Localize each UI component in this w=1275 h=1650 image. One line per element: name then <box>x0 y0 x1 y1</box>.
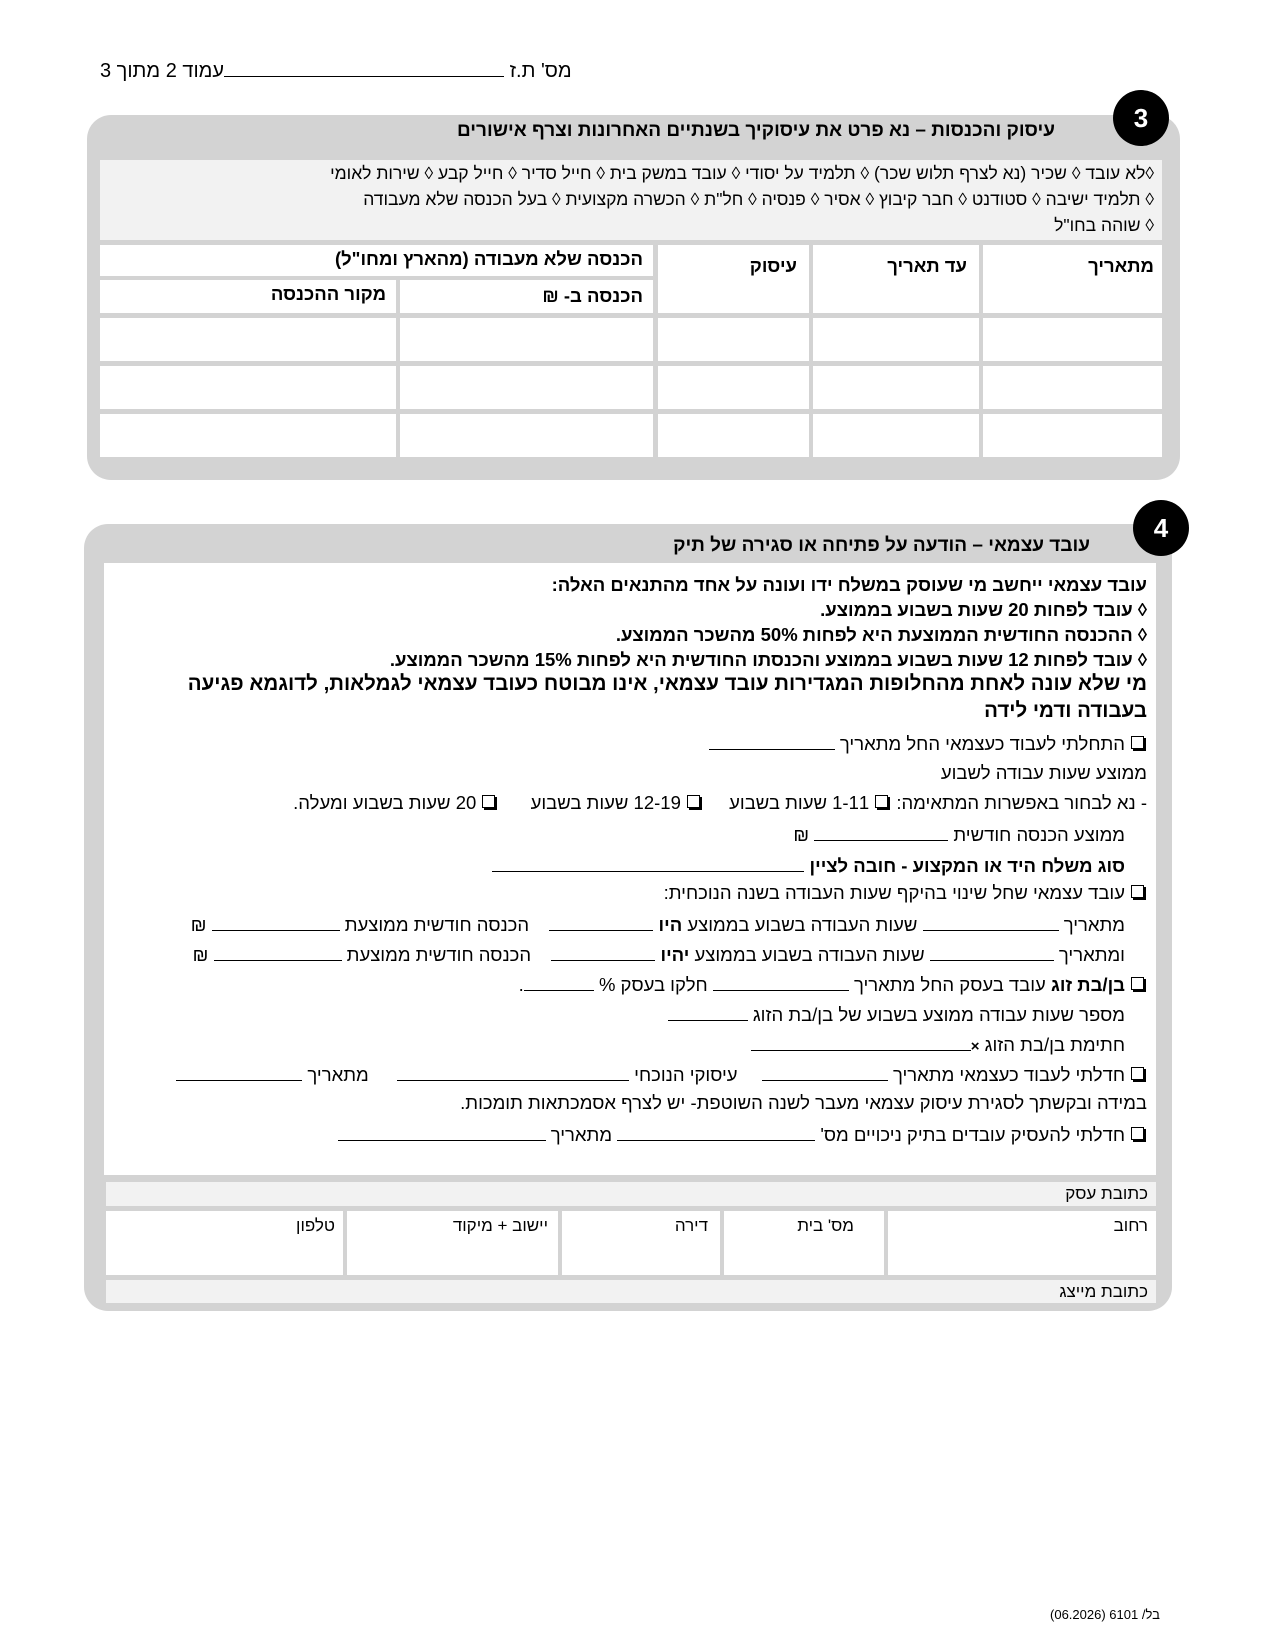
started-checkbox[interactable] <box>1131 736 1144 749</box>
table-row-3-amount[interactable] <box>400 414 653 457</box>
will-be-word: יהיו <box>660 944 690 965</box>
id-number-field[interactable] <box>224 58 504 77</box>
change-from-label-2: ומתאריך <box>1058 944 1125 965</box>
occupation-options-line-1[interactable]: ◊לא עובד ◊ שכיר (נא לצרף תלוש שכר) ◊ תלמיד על יסודי ◊ עובד במשק בית ◊ חייל סדיר ◊ חייל קבע ◊ שירות לאומי <box>330 163 1154 183</box>
street-label: רחוב <box>1113 1216 1148 1235</box>
self-employed-definition: עובד עצמאי ייחשב מי שעוסק במשלח ידו ועונה על אחד מהתנאים האלה: <box>551 574 1147 595</box>
started-date-field[interactable] <box>709 731 835 750</box>
condition-3: ◊ עובד לפחות 12 שעות בשבוע בממוצע והכנסתו החודשית היא לפחות 15% מהשכר הממוצע. <box>389 649 1147 670</box>
form-code: בל/ 6101 (06.2026) <box>1050 1607 1160 1622</box>
spouse-hours-field[interactable] <box>668 1002 748 1021</box>
stopped-employ-from-label: מתאריך <box>550 1124 613 1145</box>
avg-hours-label: ממוצע שעות עבודה לשבוע <box>940 762 1147 783</box>
hours-20-plus-checkbox[interactable] <box>482 795 495 808</box>
hours-12-19-checkbox[interactable] <box>687 795 700 808</box>
occupation-options <box>100 160 1162 240</box>
header-to-date-cell <box>813 245 979 313</box>
spouse-hours-label: מספר שעות עבודה ממוצע בשבוע של בן/בת הזוג <box>752 1004 1125 1025</box>
header-income-amount-cell <box>400 280 653 313</box>
closing-note: במידה ובקשתך לסגירת עיסוק עצמאי מעבר לשנה השוטפת- יש לצרף אסמכתאות תומכות. <box>460 1092 1147 1113</box>
change-2-hours-field[interactable] <box>551 942 655 961</box>
current-occupation-field[interactable] <box>397 1062 629 1081</box>
page-number: עמוד 2 מתוך 3 <box>100 60 225 82</box>
current-date-field[interactable] <box>176 1062 302 1081</box>
section-4-title: עובד עצמאי – הודעה על פתיחה או סגירה של תיק <box>673 535 1090 556</box>
rep-address-bar <box>106 1280 1156 1303</box>
stopped-checkbox[interactable] <box>1131 1067 1144 1080</box>
table-row-2-amount[interactable] <box>400 366 653 409</box>
change-1-income-field[interactable] <box>212 912 340 931</box>
change-2-hours-label: שעות העבודה בשבוע בממוצע <box>694 944 925 965</box>
table-row-1-amount[interactable] <box>400 318 653 361</box>
hours-opt-3: 20 שעות בשבוע ומעלה. <box>293 792 477 813</box>
spouse-hours-row <box>668 1002 1125 1026</box>
spouse-signature-label: חתימת בן/בת הזוג <box>984 1034 1125 1055</box>
hours-change-checkbox[interactable] <box>1131 885 1144 898</box>
apartment-label: דירה <box>674 1216 708 1235</box>
page-header <box>100 58 572 83</box>
spouse-label: עובד בעסק החל מתאריך <box>853 974 1046 995</box>
header-income-source: מקור ההכנסה <box>270 283 386 304</box>
deductions-file-field[interactable] <box>617 1122 815 1141</box>
current-from-label: מתאריך <box>307 1064 369 1085</box>
id-number-label: מס' ת.ז <box>509 60 572 82</box>
avg-income-field[interactable] <box>814 822 948 841</box>
change-2-currency: ₪ <box>192 944 209 965</box>
hours-change-row <box>664 882 1147 904</box>
section-3-number: 3 <box>1113 90 1169 146</box>
table-row-2-occupation[interactable] <box>658 366 809 409</box>
house-number-field[interactable] <box>724 1211 884 1275</box>
table-row-1-occupation[interactable] <box>658 318 809 361</box>
change-1-hours-field[interactable] <box>549 912 653 931</box>
table-row-2-source[interactable] <box>100 366 396 409</box>
share-label: חלקו בעסק % <box>598 974 708 995</box>
was-word: היו <box>658 914 683 935</box>
current-occupation-label: עיסוקי הנוכחי <box>634 1064 738 1085</box>
city-zip-label: יישוב + מיקוד <box>452 1216 548 1235</box>
change-row-2 <box>193 942 1125 966</box>
table-row-2-to[interactable] <box>813 366 979 409</box>
change-2-income-label: הכנסה חודשית ממוצעת <box>346 944 532 965</box>
section-3-title: עיסוק והכנסות – נא פרט את עיסוקיך בשנתיים האחרונות וצרף אישורים <box>456 120 1055 141</box>
section-4-number: 4 <box>1133 500 1189 556</box>
profession-field[interactable] <box>492 853 804 872</box>
city-zip-field[interactable] <box>347 1211 558 1275</box>
spouse-date-field[interactable] <box>713 972 849 991</box>
header-non-work-income: הכנסה שלא מעבודה (מהארץ ומחו"ל) <box>334 248 643 269</box>
change-1-income-label: הכנסה חודשית ממוצעת <box>344 914 530 935</box>
spouse-signature-field[interactable] <box>751 1032 971 1051</box>
change-1-currency: ₪ <box>190 914 207 935</box>
change-2-date-field[interactable] <box>930 942 1054 961</box>
spouse-checkbox[interactable] <box>1131 977 1144 990</box>
occupation-options-line-2[interactable]: ◊ תלמיד ישיבה ◊ סטודנט ◊ חבר קיבוץ ◊ אסיר ◊ פנסיה ◊ חל"ת ◊ הכשרה מקצועית ◊ בעל הכנסה שלא מעבודה <box>363 189 1154 209</box>
table-row-3-to[interactable] <box>813 414 979 457</box>
condition-2: ◊ ההכנסה החודשית הממוצעת היא לפחות 50% מהשכר הממוצע. <box>615 624 1147 645</box>
table-row-1-from[interactable] <box>983 318 1162 361</box>
change-from-label: מתאריך <box>1063 914 1125 935</box>
spouse-row: בן/בת זוג עובד בעסק החל מתאריך חלקו בעסק % . <box>519 972 1147 996</box>
started-row <box>709 731 1147 755</box>
currency-symbol: ₪ <box>793 824 810 845</box>
spouse-label-bold: בן/בת זוג <box>1050 974 1125 995</box>
stopped-employ-label: חדלתי להעסיק עובדים בתיק ניכויים מס' <box>820 1124 1125 1145</box>
stopped-employ-row <box>338 1122 1147 1146</box>
choose-label: - נא לבחור באפשרות המתאימה: <box>896 792 1147 813</box>
street-field[interactable] <box>888 1211 1156 1275</box>
occupation-options-line-3[interactable]: ◊ שוהה בחו"ל <box>1054 215 1154 235</box>
hours-choice-row <box>293 792 1147 814</box>
stopped-label: חדלתי לעבוד כעצמאי מתאריך <box>892 1064 1125 1085</box>
table-row-3-source[interactable] <box>100 414 396 457</box>
avg-income-row <box>793 822 1125 846</box>
header-income-source-cell <box>100 280 396 313</box>
stopped-employ-checkbox[interactable] <box>1131 1127 1144 1140</box>
hours-opt-2: 12-19 שעות בשבוע <box>530 792 681 813</box>
change-1-hours-label: שעות העבודה בשבוע בממוצע <box>687 914 918 935</box>
phone-field[interactable] <box>106 1211 343 1275</box>
profession-label: סוג משלח היד או המקצוע - חובה לציין <box>809 855 1125 876</box>
change-row-1 <box>191 912 1125 936</box>
header-income-amount: הכנסה ב- ₪ <box>542 285 643 306</box>
table-row-2-from[interactable] <box>983 366 1162 409</box>
warning-line-2: בעבודה ודמי לידה <box>984 699 1147 722</box>
header-occupation: עיסוק <box>749 255 797 276</box>
header-occupation-cell <box>658 245 809 313</box>
warning-line-1: מי שלא עונה לאחת מהחלופות המגדירות עובד עצמאי, אינו מבוטח כעובד עצמאי לגמלאות, לדוגמא פגיעה <box>187 672 1147 695</box>
stopped-row <box>176 1062 1147 1086</box>
table-row-1-source[interactable] <box>100 318 396 361</box>
spouse-signature-row <box>751 1032 1125 1056</box>
table-row-1-to[interactable] <box>813 318 979 361</box>
phone-label: טלפון <box>296 1216 335 1235</box>
stopped-date-field[interactable] <box>762 1062 888 1081</box>
table-row-3-occupation[interactable] <box>658 414 809 457</box>
apartment-field[interactable] <box>562 1211 720 1275</box>
header-from-date: מתאריך <box>1088 255 1154 276</box>
house-number-label: מס' בית <box>797 1216 854 1235</box>
hours-1-11-checkbox[interactable] <box>875 795 888 808</box>
table-row-3-from[interactable] <box>983 414 1162 457</box>
stopped-employ-date-field[interactable] <box>338 1122 546 1141</box>
change-2-income-field[interactable] <box>214 942 342 961</box>
condition-1: ◊ עובד לפחות 20 שעות בשבוע בממוצע. <box>820 599 1147 620</box>
hours-change-label: עובד עצמאי שחל שינוי בהיקף שעות העבודה בשנה הנוכחית: <box>663 882 1125 903</box>
business-address-label: כתובת עסק <box>1065 1184 1148 1203</box>
rep-address-label: כתובת מייצג <box>1059 1282 1148 1301</box>
sign-mark: × <box>970 1038 980 1055</box>
header-from-date-cell <box>983 245 1162 313</box>
header-to-date: עד תאריך <box>887 255 967 276</box>
started-label: התחלתי לעבוד כעצמאי החל מתאריך <box>839 733 1125 754</box>
share-field[interactable] <box>524 972 594 991</box>
avg-income-label: ממוצע הכנסה חודשית <box>953 824 1125 845</box>
business-address-bar <box>106 1182 1156 1206</box>
header-non-work-income-cell <box>100 245 653 276</box>
change-1-date-field[interactable] <box>923 912 1059 931</box>
hours-opt-1: 1-11 שעות בשבוע <box>729 792 870 813</box>
profession-row <box>492 853 1125 877</box>
